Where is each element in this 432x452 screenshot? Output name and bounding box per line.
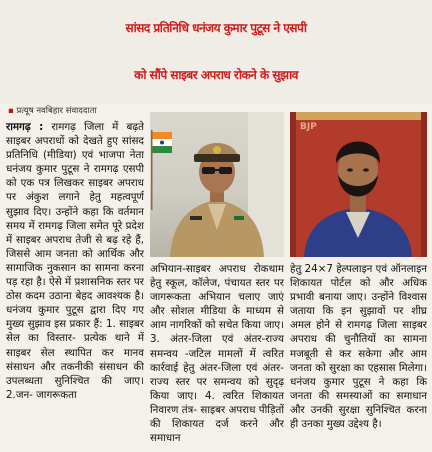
police-officer-photo bbox=[150, 112, 284, 257]
headline-line-2: को सौंपे साइबर अपराध रोकने के सुझाव bbox=[134, 68, 298, 82]
article-column-3: हेतु 24×7 हेल्पलाइन एवं ऑनलाइन शिकायत पोर्टल को और अधिक प्रभावी बनाया जाए। उन्होंने विश्वास जताया कि इन सुझावों पर शीघ्र अमल होने से रामगढ़ जिला साइबर अपराध की चुनौतियों का सामना मजबूती से कर सकेगा और आम जनता को सुरक्षा का एहसास मिलेगा। धनंजय कुमार पुटूस ने कहा कि जनता की समस्याओं का समाधान और उनकी सुरक्षा सुनिश्चित करना ही उनका मुख्य उद्देश्य है। bbox=[290, 263, 427, 431]
headline-line-1: सांसद प्रतिनिधि धनंजय कुमार पुटूस ने एसपी bbox=[125, 21, 307, 35]
pin-icon: ▪ bbox=[8, 106, 14, 116]
article-column-2: अभियान-साइबर अपराध रोकथाम हेतु स्कूल, कॉलेज, पंचायत स्तर पर जागरूकता अभियान चलाए जाएं और सोशल मीडिया के माध्यम से आम नागरिकों को सचेत किया जाए। 3. अंतर-जिला एवं अंतर-राज्य समन्वय -जटिल मामलों में त्वरित कार्रवाई हेतु अंतर-जिला एवं अंतर-राज्य स्तर पर समन्वय को सुदृढ़ किया जाए। 4. त्वरित शिकायत निवारण तंत्र- साइबर अपराध पीड़ितों की शिकायत दर्ज करने और समाधान bbox=[150, 263, 284, 445]
banner-text: BJP bbox=[300, 122, 317, 132]
byline bbox=[8, 105, 158, 117]
police-officer-illustration bbox=[150, 112, 284, 257]
dateline: रामगढ़ : bbox=[6, 121, 44, 133]
article-text-1: रामगढ़ जिला में बढ़ते साइबर अपराधों को देखते हुए सांसद प्रतिनिधि (मीडिया) एवं भाजपा नेता धनंजय कुमार पुटूस ने रामगढ़ एसपी को एक पत्र लिखकर साइबर अपराध पर अंकुश लगाने हेतु महत्वपूर्ण सुझाव दिए। उन्होंने कहा कि वर्तमान समय में रामगढ़ जिला समेत पूरे प्रदेश में साइबर अपराध तेजी से बढ़ रहे हैं, जिससे आम जनता को आर्थिक और सामाजिक नुकसान का सामना करना पड़ रहा है। ऐसे में प्रशासनिक स्तर पर ठोस कदम उठाना बेहद आवश्यक है। धनंजय कुमार पुटूस द्वारा दिए गए मुख्य सुझाव इस प्रकार हैं: 1. साइबर सेल का विस्तार- प्रत्येक थाने में साइबर सेल स्थापित कर मानव संसाधन और तकनीकी संसाधन की उपलब्धता सुनिश्चित की जाए। 2.जन- जागरूकता bbox=[6, 121, 144, 401]
article-column-1 bbox=[6, 120, 144, 448]
politician-photo bbox=[290, 112, 427, 257]
byline-text: प्रत्यूष नवबिहार संवाददाता bbox=[16, 106, 97, 116]
politician-illustration bbox=[290, 112, 427, 257]
headline bbox=[0, 0, 432, 104]
